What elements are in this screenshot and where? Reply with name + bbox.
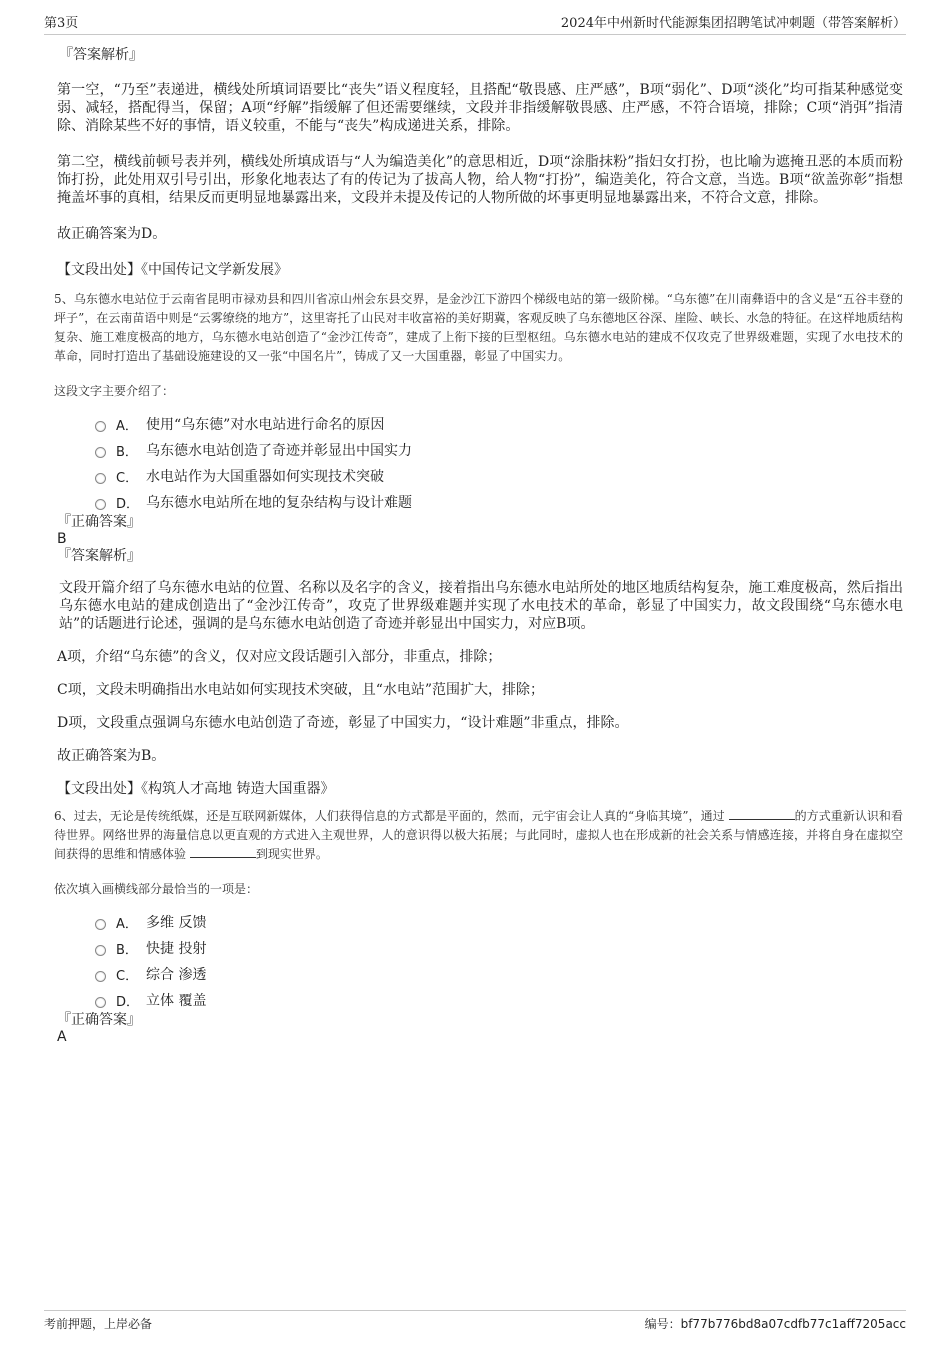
page-footer: [44, 1310, 906, 1337]
option-d[interactable]: [57, 987, 903, 1013]
option-c[interactable]: [57, 463, 903, 489]
question-5-options: [57, 411, 903, 515]
option-b[interactable]: [57, 935, 903, 961]
option-b[interactable]: [57, 437, 903, 463]
option-letter: C．: [116, 470, 139, 486]
analysis-label: 『答案解析』: [57, 548, 141, 564]
option-letter: C．: [116, 968, 139, 984]
option-text: 乌东德水电站创造了奇迹并彰显出中国实力: [146, 443, 412, 459]
question-6-options: [57, 909, 903, 1013]
option-letter: D．: [116, 994, 140, 1010]
page-number: 第3页: [44, 16, 79, 31]
conclusion: 故正确答案为D。: [57, 226, 167, 242]
correct-answer: A: [57, 1029, 67, 1045]
source-citation: 【文段出处】《构筑人才高地 铸造大国重器》: [57, 781, 335, 797]
document-code-value: bf77b776bd8a07cdfb77c1aff7205acc: [680, 1317, 906, 1331]
source-citation: 【文段出处】《中国传记文学新发展》: [57, 262, 288, 278]
analysis-label: 『答案解析』: [59, 47, 143, 63]
option-text: 综合 渗透: [146, 967, 207, 983]
correct-answer-label: 『正确答案』: [57, 1012, 141, 1028]
page-content: [54, 46, 903, 1045]
document-code: [645, 1315, 906, 1337]
question-5-text: 5、乌东德水电站位于云南省昆明市禄劝县和四川省凉山州会东县交界，是金沙江下游四个梯级电站的第一级阶梯。“乌东德”在川南彝语中的含义是“五谷丰登的坪子”，在云南苗语中则是“云雾缭绕的地方”，这里寄托了山民对丰收富裕的美好期冀，客观反映了乌东德地区谷深、崖险、峡长、水急的特征。在这样地质结构复杂、施工难度极高的地方，乌东德水电站创造了“金沙江传奇”，建成了上衔下接的巨型枢纽。乌东德水电站的建成不仅攻克了世界级难题，实现了水电技术的革命，同时打造出了基础设施建设的又一张“中国名片”，铸成了又一大国重器，彰显了中国实力。: [54, 292, 903, 363]
fill-blank: [729, 807, 795, 820]
question-6-text-part: 的方式重新认识和看待世界。网络世界的海量信息以更直观的方式进入主观世界，人的意识得以极大拓展；与此同时，虚拟人也在形成新的社会关系与情感连接，并将自身在虚拟空间获得的思维和情感体验: [54, 809, 903, 861]
option-letter: D．: [116, 496, 140, 512]
option-letter: B．: [116, 444, 138, 460]
radio-button-icon[interactable]: [95, 473, 106, 484]
radio-button-icon[interactable]: [95, 447, 106, 458]
option-text: 乌东德水电站所在地的复杂结构与设计难题: [146, 495, 412, 511]
analysis-paragraph: C项，文段未明确指出水电站如何实现技术突破，且“水电站”范围扩大，排除；: [57, 682, 545, 698]
document-code-label: 编号：: [644, 1317, 681, 1331]
question-6-prompt: 依次填入画横线部分最恰当的一项是：: [54, 882, 259, 896]
question-6-text-part: 6、过去，无论是传统纸媒，还是互联网新媒体，人们获得信息的方式都是平面的，然而，元宇宙会让人真的“身临其境”，通过: [54, 809, 725, 823]
analysis-paragraph: 文段开篇介绍了乌东德水电站的位置、名称以及名字的含义，接着指出乌东德水电站所处的地区地质结构复杂，施工难度极高，然后指出乌东德水电站的建成创造出了“金沙江传奇”，攻克了世界级难题并实现了水电技术的革命，彰显了中国实力，故文段围绕“乌东德水电站”的话题进行论述，强调的是乌东德水电站创造了奇迹并彰显出中国实力，对应B项。: [59, 580, 903, 632]
question-6-text-part: 到现实世界。: [255, 847, 328, 861]
analysis-paragraph: 第二空，横线前顿号表并列，横线处所填成语与“人为编造美化”的意思相近，D项“涂脂抹粉”指妇女打扮，也比喻为遮掩丑恶的本质而粉饰打扮，此处用双引号引出，形象化地表达了有的传记为了拔高人物，给人物“打扮”，编造美化，符合文意，当选。B项“欲盖弥彰”指想掩盖坏事的真相，结果反而更明显地暴露出来，文段并未提及传记的人物所做的坏事更明显地暴露出来，不符合文意，排除。: [57, 154, 903, 206]
option-text: 水电站作为大国重器如何实现技术突破: [146, 469, 384, 485]
option-letter: B．: [116, 942, 138, 958]
correct-answer-label: 『正确答案』: [57, 514, 141, 530]
option-text: 立体 覆盖: [146, 993, 207, 1009]
option-letter: A．: [116, 916, 138, 932]
radio-button-icon[interactable]: [95, 945, 106, 956]
option-text: 使用“乌东德”对水电站进行命名的原因: [146, 417, 385, 433]
option-c[interactable]: [57, 961, 903, 987]
option-a[interactable]: [57, 411, 903, 437]
radio-button-icon[interactable]: [95, 919, 106, 930]
document-title: 2024年中州新时代能源集团招聘笔试冲刺题（带答案解析）: [560, 16, 906, 31]
question-6-text: [54, 807, 903, 864]
analysis-paragraph: D项，文段重点强调乌东德水电站创造了奇迹，彰显了中国实力，“设计难题”非重点，排除。: [57, 715, 629, 731]
question-5-prompt: 这段文字主要介绍了：: [54, 384, 175, 398]
page-header: [44, 12, 906, 35]
option-text: 快捷 投射: [146, 941, 207, 957]
radio-button-icon[interactable]: [95, 997, 106, 1008]
option-letter: A．: [116, 418, 138, 434]
radio-button-icon[interactable]: [95, 499, 106, 510]
analysis-paragraph: A项，介绍“乌东德”的含义，仅对应文段话题引入部分，非重点，排除；: [57, 649, 502, 665]
option-text: 多维 反馈: [146, 915, 207, 931]
option-d[interactable]: [57, 489, 903, 515]
option-a[interactable]: [57, 909, 903, 935]
fill-blank: [190, 845, 256, 858]
footer-slogan: 考前押题，上岸必备: [44, 1317, 153, 1331]
radio-button-icon[interactable]: [95, 971, 106, 982]
conclusion: 故正确答案为B。: [57, 748, 166, 764]
radio-button-icon[interactable]: [95, 421, 106, 432]
correct-answer: B: [57, 531, 67, 547]
analysis-paragraph: 第一空，“乃至”表递进，横线处所填词语要比“丧失”语义程度轻，且搭配“敬畏感、庄严感”，B项“弱化”、D项“淡化”均可指某种感觉变弱、减轻，搭配得当，保留；A项“纾解”指缓解了但还需要继续，文段并非指缓解敬畏感、庄严感，不符合语境，排除；C项“消弭”指清除、消除某些不好的事情，语义较重，不能与“丧失”构成递进关系，排除。: [57, 82, 903, 134]
